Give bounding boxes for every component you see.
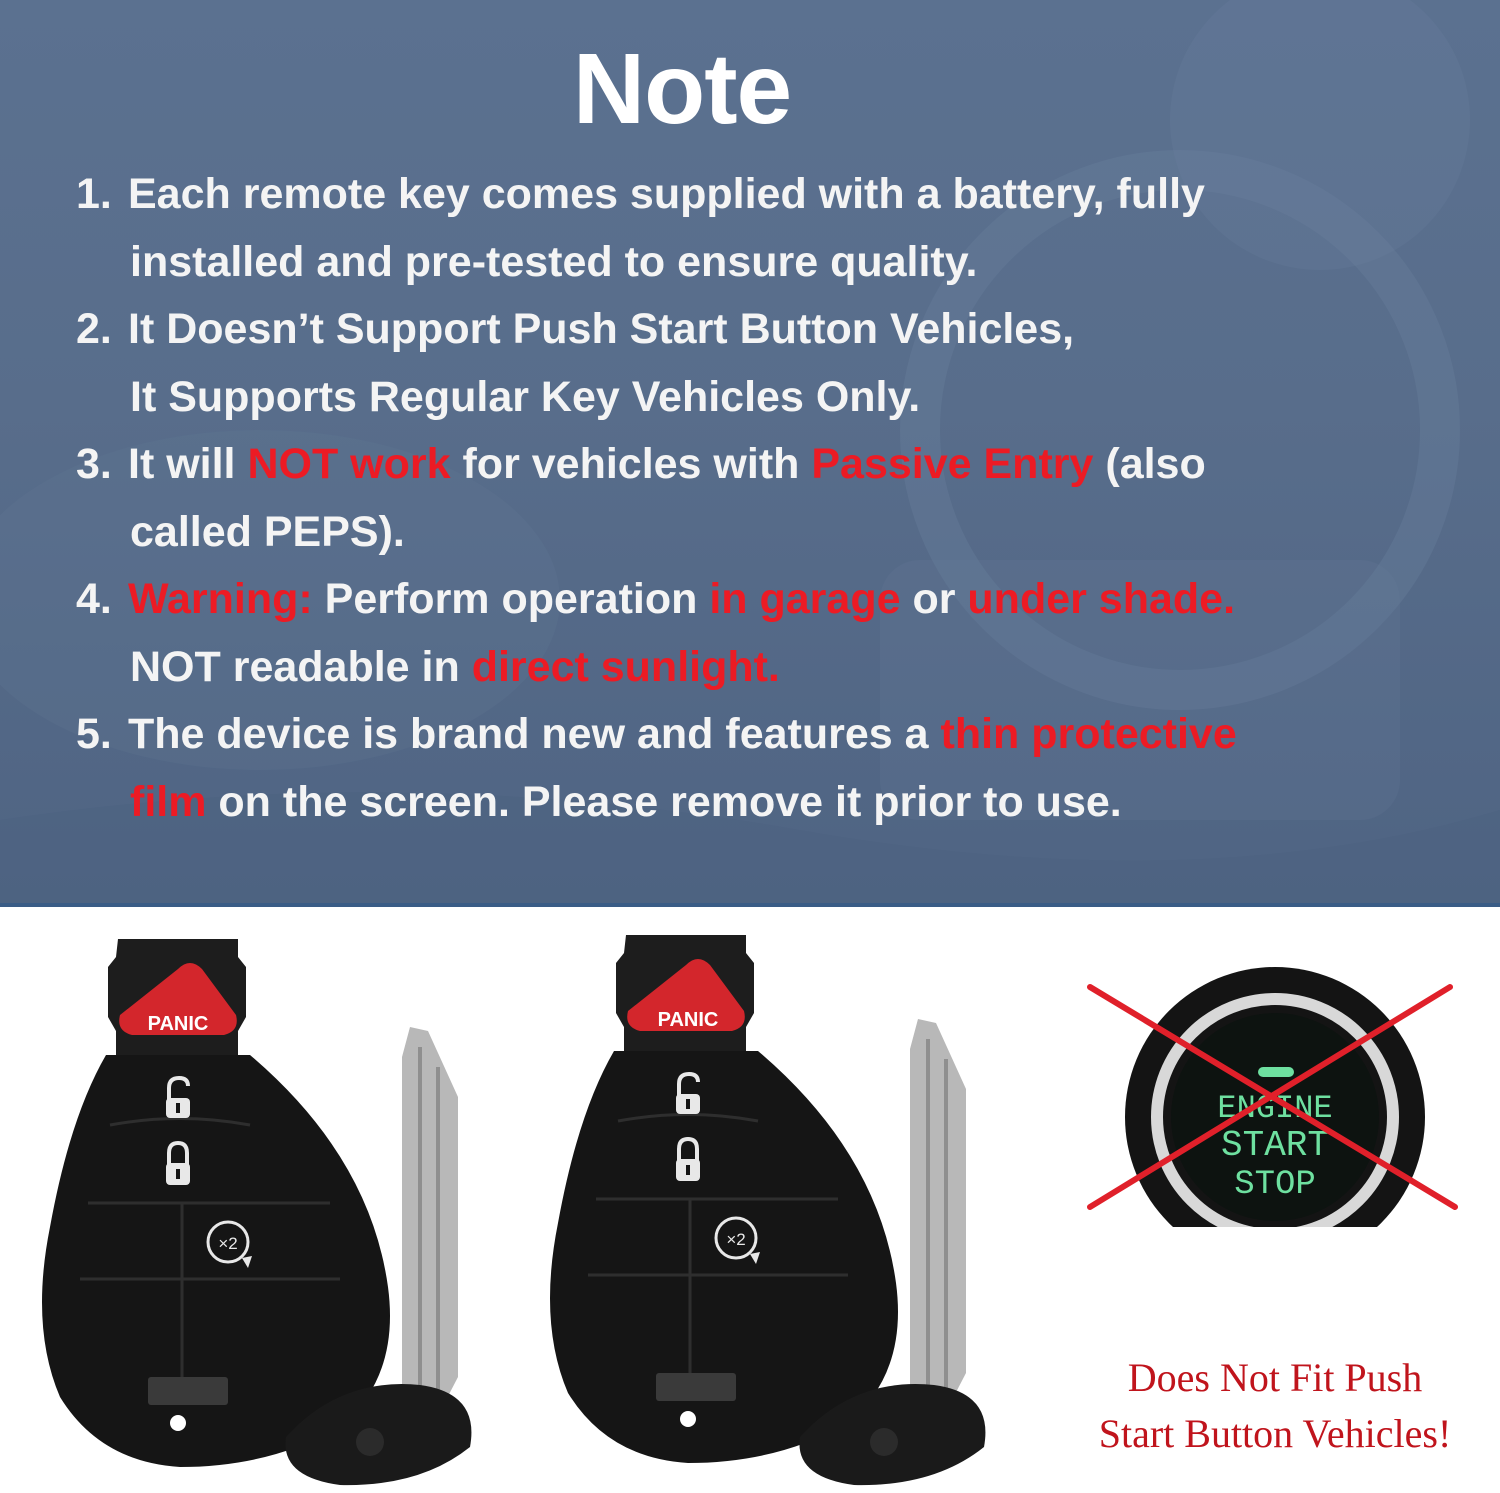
indicator-light — [1258, 1067, 1294, 1077]
note-item-number: 2. — [76, 305, 112, 353]
note-item-line1 — [128, 700, 1237, 768]
note-item-number: 5. — [76, 710, 112, 758]
highlight-text: under shade. — [967, 575, 1236, 623]
push-start-text-3: STOP — [1234, 1166, 1316, 1204]
note-item-line2 — [130, 768, 1122, 836]
highlight-text: Passive Entry — [811, 440, 1094, 488]
key-fob-set-2 — [548, 907, 1018, 1493]
push-start-text-1: ENGINE — [1217, 1090, 1333, 1127]
highlight-text: thin protective — [940, 710, 1237, 758]
note-item-line2 — [130, 633, 780, 701]
keyring-hole — [680, 1411, 696, 1427]
note-item-line1 — [128, 160, 1205, 228]
note-item-number: 4. — [76, 575, 112, 623]
note-item-number: 1. — [76, 170, 112, 218]
note-item-line2 — [130, 228, 977, 296]
panic-label: PANIC — [657, 1009, 719, 1031]
note-text: NOT readable in — [130, 643, 472, 691]
remote-start-label: ×2 — [726, 1230, 746, 1249]
key-blade — [402, 1027, 458, 1427]
caption-line-1: Does Not Fit Push — [1127, 1355, 1423, 1400]
fob-grip — [656, 1373, 736, 1401]
note-text: (also — [1093, 440, 1206, 488]
panic-label: PANIC — [147, 1013, 209, 1035]
key-fob-set-1 — [40, 907, 510, 1493]
note-item-number: 3. — [76, 440, 112, 488]
remote-start-label: ×2 — [218, 1234, 238, 1253]
highlight-text: film — [130, 778, 207, 826]
note-item-line1 — [128, 430, 1206, 498]
note-text: installed and pre-tested to ensure quality. — [130, 238, 978, 286]
note-text: The device is brand new and features a — [128, 710, 941, 758]
highlight-text: NOT work — [247, 440, 451, 488]
push-start-button-crossed — [1070, 967, 1490, 1227]
push-start-text-2: START — [1220, 1125, 1330, 1166]
note-text: called PEPS). — [130, 508, 405, 556]
note-text: It Supports Regular Key Vehicles Only. — [130, 373, 921, 421]
note-text: It Doesn’t Support Push Start Button Vehicles, — [128, 305, 1075, 353]
note-text: for vehicles with — [450, 440, 812, 488]
note-text: or — [900, 575, 968, 623]
note-item-line2 — [130, 498, 405, 566]
keyring-hole — [170, 1415, 186, 1431]
note-text: Each remote key comes supplied with a battery, fully — [128, 170, 1205, 218]
note-title: Note — [572, 33, 792, 145]
product-area — [0, 907, 1500, 1493]
push-start-caption — [1060, 1350, 1490, 1462]
highlight-text: Warning: — [128, 575, 313, 623]
note-item-line2 — [130, 363, 920, 431]
note-text: It will — [128, 440, 248, 488]
highlight-text: in garage — [709, 575, 901, 623]
caption-line-2: Start Button Vehicles! — [1098, 1411, 1452, 1456]
highlight-text: direct sunlight. — [471, 643, 780, 691]
note-text: Perform operation — [312, 575, 710, 623]
note-item-line1 — [128, 295, 1074, 363]
note-item-line1 — [128, 565, 1235, 633]
key-blade — [910, 1019, 966, 1423]
fob-grip — [148, 1377, 228, 1405]
note-text: on the screen. Please remove it prior to use. — [206, 778, 1122, 826]
